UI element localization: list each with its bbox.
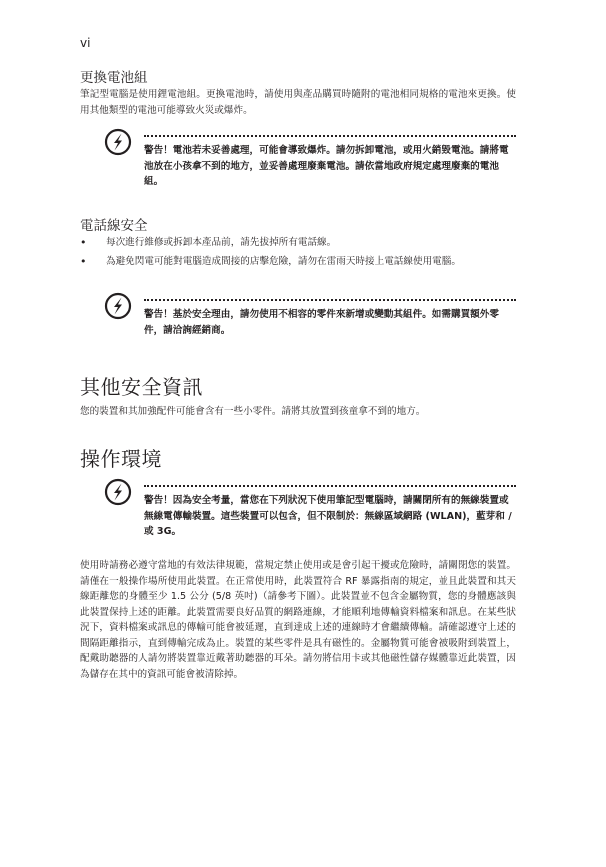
- operating-env-paragraph: 使用時請務必遵守當地的有效法律規範，當規定禁止使用或是會引起干擾或危險時，請關閉您的裝置。請僅在一般操作場所使用此裝置。在正常使用時，此裝置符合 RF 暴露指南的規定，並且此裝置和其天線距離您的身體至少 1.5 公分 (5/8 英吋)（請參考下圖）。此裝置並不包含金屬物質，您的身體應該與此裝置保持上述的距離。此裝置需要良好品質的網路連線，才能順利地傳輸資料檔案和訊息。在某些狀況下，資料檔案或訊息的傳輸可能會被延遲，直到達成上述的連線時才會繼續傳輸。請確認遵守上述的間隔距離指示，直到傳輸完成為止。裝置的某些零件是具有磁性的。金屬物質可能會被吸附到裝置上，配戴助聽器的人請勿將裝置靠近戴著助聽器的耳朵。請勿將信用卡或其他磁性儲存媒體靠近此裝置，因為儲存在其中的資訊可能會被清除掉。: [80, 560, 516, 680]
- other-safety-heading: 其他安全資訊: [80, 375, 203, 399]
- operating-env-warning-text: 警告！因為安全考量，當您在下列狀況下使用筆記型電腦時，請關閉所有的無線裝置或無線電傳輸裝置。這些裝置可以包含，但不限制於：無線區域網路 (WLAN)，藍芽和 / 或 3G。: [144, 495, 512, 537]
- bullet-icon: •: [80, 254, 87, 268]
- warning-divider: [144, 299, 516, 301]
- bullet-icon: •: [80, 236, 87, 249]
- operating-env-heading: 操作環境: [80, 447, 162, 471]
- lightning-warning-icon: [104, 128, 132, 156]
- lightning-warning-icon: [104, 478, 132, 506]
- operating-env-warning: [104, 478, 516, 550]
- phone-line-bullets: [80, 235, 516, 272]
- warning-divider: [144, 485, 516, 487]
- warning-divider: [144, 135, 516, 137]
- other-safety-paragraph: 您的裝置和其加強配件可能會含有一些小零件。請將其放置到孩童拿不到的地方。: [80, 406, 426, 417]
- battery-paragraph: 筆記型電腦是使用鋰電池組。更換電池時，請使用與產品購買時隨附的電池相同規格的電池來更換。使用其他類型的電池可能導致火災或爆炸。: [80, 89, 516, 116]
- battery-warning-text: 警告！電池若未妥善處理，可能會導致爆炸。請勿拆卸電池，或用火銷毀電池。請將電池放在小孩拿不到的地方，並妥善處理廢棄電池。請依當地政府規定處理廢棄的電池組。: [144, 145, 509, 187]
- bullet-text: 為避免閃電可能對電腦造成間接的店擊危險，請勿在雷雨天時接上電話線使用電腦。: [106, 255, 461, 267]
- battery-warning: [104, 128, 516, 198]
- bullet-text: 每次進行維修或拆卸本產品前，請先拔掉所有電話線。: [106, 237, 337, 248]
- battery-heading: 更換電池組: [80, 70, 148, 86]
- page-number: vi: [80, 36, 91, 50]
- list-item: [80, 254, 516, 270]
- phone-line-warning: [104, 292, 516, 348]
- phone-line-warning-text: 警告！基於安全理由，請勿使用不相容的零件來新增或變動其組件。如需購買額外零件，請洽詢經銷商。: [144, 309, 499, 336]
- phone-line-heading: 電話線安全: [80, 218, 148, 234]
- lightning-warning-icon: [104, 292, 132, 320]
- list-item: [80, 235, 516, 251]
